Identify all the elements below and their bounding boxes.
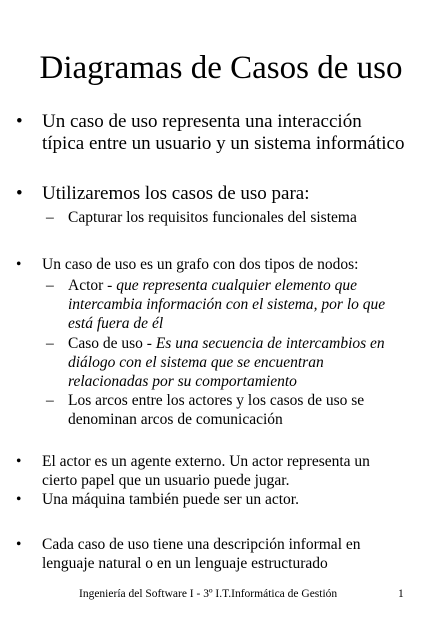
- bullet-actor: [16, 452, 422, 490]
- use-case-definition-line-3: relacionadas por su comportamiento: [68, 373, 297, 390]
- page-title: Diagramas de Casos de uso: [39, 50, 403, 86]
- use-case-definition-line-1: Es una secuencia de intercambios en: [155, 335, 385, 352]
- bullet-marker: •: [16, 536, 22, 553]
- sub-item-requirements: [46, 208, 422, 227]
- sub-item-arcs: [46, 391, 422, 429]
- bullet-marker: •: [16, 491, 22, 508]
- page-number: 1: [398, 588, 404, 600]
- use-case-label: Caso de uso -: [68, 335, 156, 352]
- dash-marker: –: [46, 277, 54, 294]
- description-line-2: lenguaje natural o en un lenguaje estructurado: [42, 555, 328, 572]
- actor-definition-line-2: intercambia información con el sistema, por lo que: [68, 296, 386, 313]
- uses-sub-1: Capturar los requisitos funcionales del sistema: [68, 209, 357, 226]
- description-line-1: Cada caso de uso tiene una descripción informal en: [42, 536, 361, 553]
- intro-line-2: típica entre un usuario y un sistema informático: [42, 133, 405, 154]
- bullet-machine: [16, 490, 422, 509]
- bullet-marker: •: [16, 256, 22, 273]
- bullet-intro: [16, 111, 422, 155]
- actor-line-2: cierto papel que un usuario puede jugar.: [42, 472, 290, 489]
- actor-definition-line-1: que representa cualquier elemento que: [116, 277, 357, 294]
- bullet-marker: •: [16, 453, 22, 470]
- arcs-line-1: Los arcos entre los actores y los casos de uso se: [68, 392, 365, 409]
- bullet-marker: •: [16, 183, 23, 204]
- machine-text: Una máquina también puede ser un actor.: [42, 491, 299, 508]
- actor-definition-line-3: está fuera de él: [68, 315, 164, 332]
- use-case-definition-line-2: diálogo con el sistema que se encuentran: [68, 354, 324, 371]
- bullet-uses: [16, 183, 422, 205]
- actor-line-1: El actor es un agente externo. Un actor representa un: [42, 453, 370, 470]
- dash-marker: –: [46, 392, 54, 409]
- arcs-line-2: denominan arcos de comunicación: [68, 411, 283, 428]
- bullet-graph: [16, 255, 422, 274]
- bullet-description: [16, 535, 422, 573]
- intro-line-1: Un caso de uso representa una interacción: [42, 111, 362, 132]
- uses-heading: Utilizaremos los casos de uso para:: [42, 183, 310, 204]
- sub-item-actor: [46, 276, 422, 333]
- dash-marker: –: [46, 335, 54, 352]
- bullet-marker: •: [16, 111, 23, 132]
- graph-heading: Un caso de uso es un grafo con dos tipos de nodos:: [42, 256, 359, 273]
- dash-marker: –: [46, 209, 54, 226]
- footer-course: Ingeniería del Software I - 3º I.T.Informática de Gestión: [79, 588, 338, 600]
- sub-item-use-case: [46, 334, 422, 391]
- actor-label: Actor -: [68, 277, 117, 294]
